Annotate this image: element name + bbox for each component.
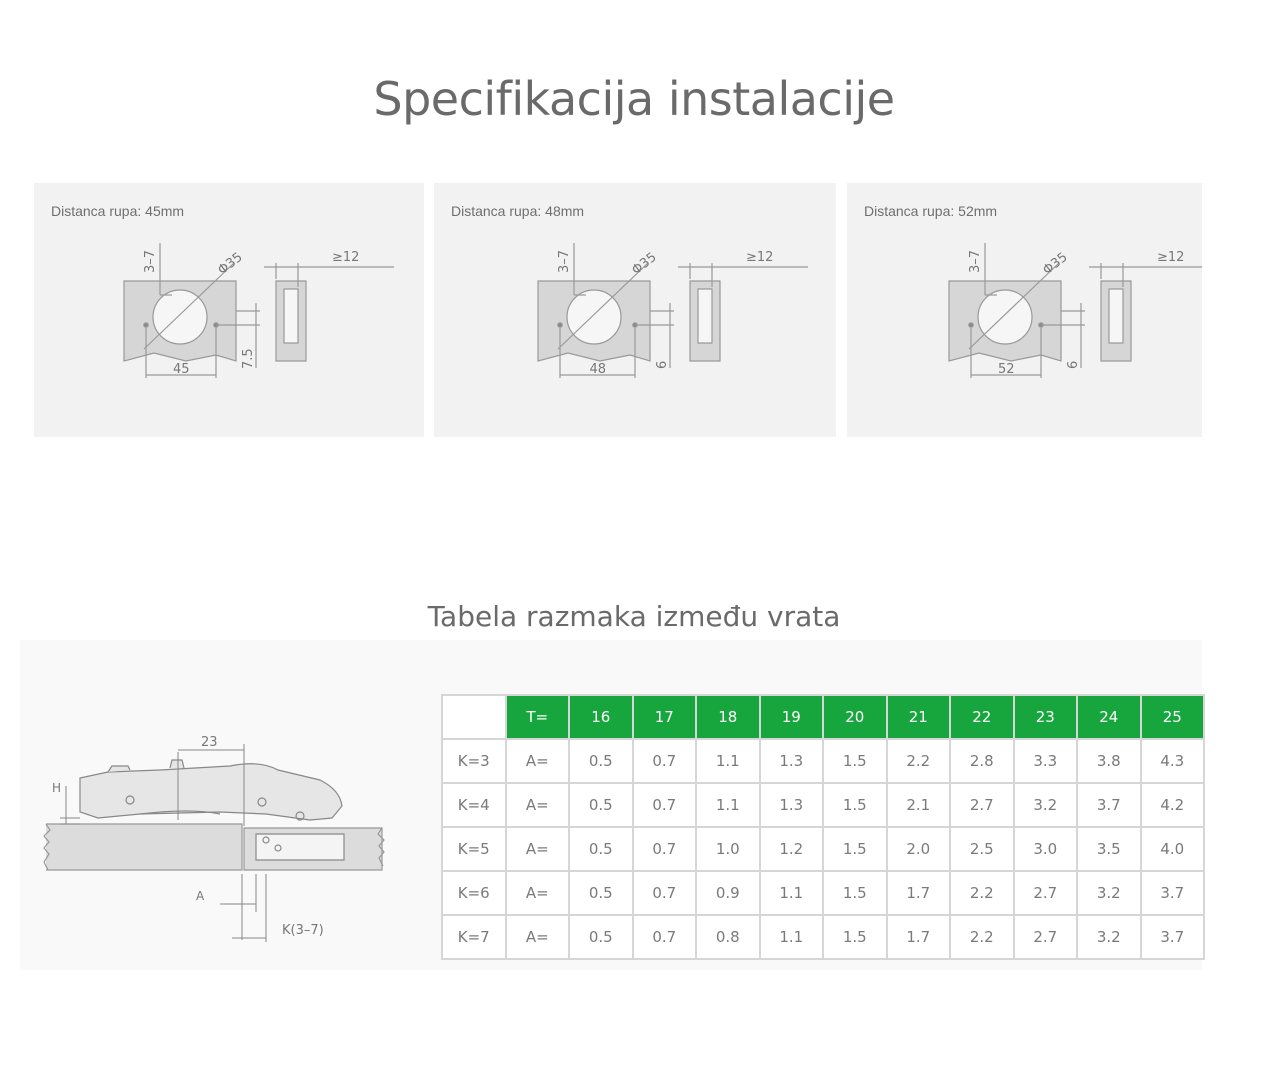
dim-phi-label: Φ35 — [215, 249, 246, 279]
value-cell: 2.7 — [950, 783, 1014, 827]
value-cell: 2.8 — [950, 739, 1014, 783]
value-cell: 1.7 — [887, 871, 951, 915]
a-cell: A= — [506, 915, 570, 959]
table-row — [442, 827, 1204, 871]
dim-bottom-label: 45 — [173, 362, 190, 377]
value-cell: 1.5 — [823, 739, 887, 783]
k-cell: K=5 — [442, 827, 506, 871]
table-header-cell: 25 — [1141, 695, 1205, 739]
table-row — [442, 871, 1204, 915]
table-header-cell: 17 — [633, 695, 697, 739]
door-gap-table — [441, 694, 1205, 960]
table-header-cell: 16 — [569, 695, 633, 739]
value-cell: 4.3 — [1141, 739, 1205, 783]
k-cell: K=6 — [442, 871, 506, 915]
value-cell: 4.0 — [1141, 827, 1205, 871]
value-cell: 3.0 — [1014, 827, 1078, 871]
section-subtitle: Tabela razmaka između vrata — [427, 600, 841, 633]
dim-phi-label: Φ35 — [1040, 249, 1071, 279]
dim-a-label: A — [196, 889, 205, 903]
value-cell: 3.8 — [1077, 739, 1141, 783]
value-cell: 1.1 — [696, 783, 760, 827]
table-row — [442, 783, 1204, 827]
table-corner-cell — [442, 695, 506, 739]
dim-h-label: H — [52, 781, 62, 795]
table-row — [442, 915, 1204, 959]
table-header-cell: 20 — [823, 695, 887, 739]
value-cell: 2.7 — [1014, 915, 1078, 959]
value-cell: 0.5 — [569, 739, 633, 783]
hole-distance-label: Distanca rupa: 48mm — [451, 203, 585, 219]
value-cell: 2.0 — [887, 827, 951, 871]
dim-side-label: 6 — [1066, 360, 1081, 369]
value-cell: 3.2 — [1077, 915, 1141, 959]
dim-min-label: ≥12 — [746, 250, 774, 265]
table-header-cell: 18 — [696, 695, 760, 739]
a-cell: A= — [506, 739, 570, 783]
value-cell: 3.2 — [1077, 871, 1141, 915]
hole-distance-panel-45 — [34, 183, 424, 437]
hole-distance-diagram — [847, 183, 1202, 437]
table-header-cell: 22 — [950, 695, 1014, 739]
value-cell: 3.7 — [1141, 871, 1205, 915]
dim-min-label: ≥12 — [332, 250, 360, 265]
value-cell: 1.1 — [696, 739, 760, 783]
a-cell: A= — [506, 871, 570, 915]
table-header-cell: 19 — [760, 695, 824, 739]
value-cell: 0.5 — [569, 871, 633, 915]
value-cell: 0.7 — [633, 871, 697, 915]
table-header-cell: 24 — [1077, 695, 1141, 739]
value-cell: 1.5 — [823, 827, 887, 871]
value-cell: 1.0 — [696, 827, 760, 871]
dim-phi-label: Φ35 — [629, 249, 660, 279]
hole-distance-panel-52 — [847, 183, 1202, 437]
hole-distance-panel-48 — [434, 183, 836, 437]
value-cell: 1.2 — [760, 827, 824, 871]
dim-23-label: 23 — [201, 735, 218, 750]
value-cell: 0.5 — [569, 783, 633, 827]
value-cell: 1.7 — [887, 915, 951, 959]
value-cell: 2.2 — [950, 915, 1014, 959]
value-cell: 1.3 — [760, 739, 824, 783]
value-cell: 4.2 — [1141, 783, 1205, 827]
value-cell: 0.9 — [696, 871, 760, 915]
a-cell: A= — [506, 783, 570, 827]
value-cell: 1.3 — [760, 783, 824, 827]
hinge-side-diagram — [20, 690, 400, 960]
value-cell: 0.7 — [633, 739, 697, 783]
value-cell: 2.7 — [1014, 871, 1078, 915]
dim-min-label: ≥12 — [1157, 250, 1185, 265]
value-cell: 0.7 — [633, 915, 697, 959]
hole-distance-label: Distanca rupa: 52mm — [864, 203, 998, 219]
value-cell: 0.7 — [633, 827, 697, 871]
value-cell: 2.2 — [887, 739, 951, 783]
value-cell: 3.7 — [1141, 915, 1205, 959]
value-cell: 0.7 — [633, 783, 697, 827]
value-cell: 1.5 — [823, 915, 887, 959]
k-cell: K=7 — [442, 915, 506, 959]
value-cell: 0.8 — [696, 915, 760, 959]
table-row — [442, 739, 1204, 783]
dim-side-label: 7.5 — [241, 348, 256, 369]
value-cell: 3.2 — [1014, 783, 1078, 827]
hole-distance-diagram — [34, 183, 424, 437]
value-cell: 1.1 — [760, 871, 824, 915]
value-cell: 2.5 — [950, 827, 1014, 871]
k-cell: K=3 — [442, 739, 506, 783]
value-cell: 2.1 — [887, 783, 951, 827]
value-cell: 1.5 — [823, 871, 887, 915]
value-cell: 1.1 — [760, 915, 824, 959]
value-cell: 3.3 — [1014, 739, 1078, 783]
value-cell: 0.5 — [569, 915, 633, 959]
k-cell: K=4 — [442, 783, 506, 827]
value-cell: 1.5 — [823, 783, 887, 827]
value-cell: 3.7 — [1077, 783, 1141, 827]
value-cell: 3.5 — [1077, 827, 1141, 871]
dim-top-label: 3–7 — [968, 249, 983, 273]
hole-distance-label: Distanca rupa: 45mm — [51, 203, 185, 219]
table-header-cell: T= — [506, 695, 570, 739]
dim-bottom-label: 48 — [589, 362, 607, 377]
dim-top-label: 3–7 — [557, 249, 572, 273]
hole-distance-diagram — [434, 183, 836, 437]
dim-side-label: 6 — [655, 360, 670, 369]
dim-bottom-label: 52 — [998, 362, 1015, 377]
table-header-cell: 21 — [887, 695, 951, 739]
page-title: Specifikacija instalacije — [373, 72, 895, 126]
a-cell: A= — [506, 827, 570, 871]
value-cell: 2.2 — [950, 871, 1014, 915]
value-cell: 0.5 — [569, 827, 633, 871]
dim-top-label: 3–7 — [143, 249, 158, 273]
table-header-row — [442, 695, 1204, 739]
dim-k-label: K(3–7) — [282, 923, 324, 938]
table-header-cell: 23 — [1014, 695, 1078, 739]
